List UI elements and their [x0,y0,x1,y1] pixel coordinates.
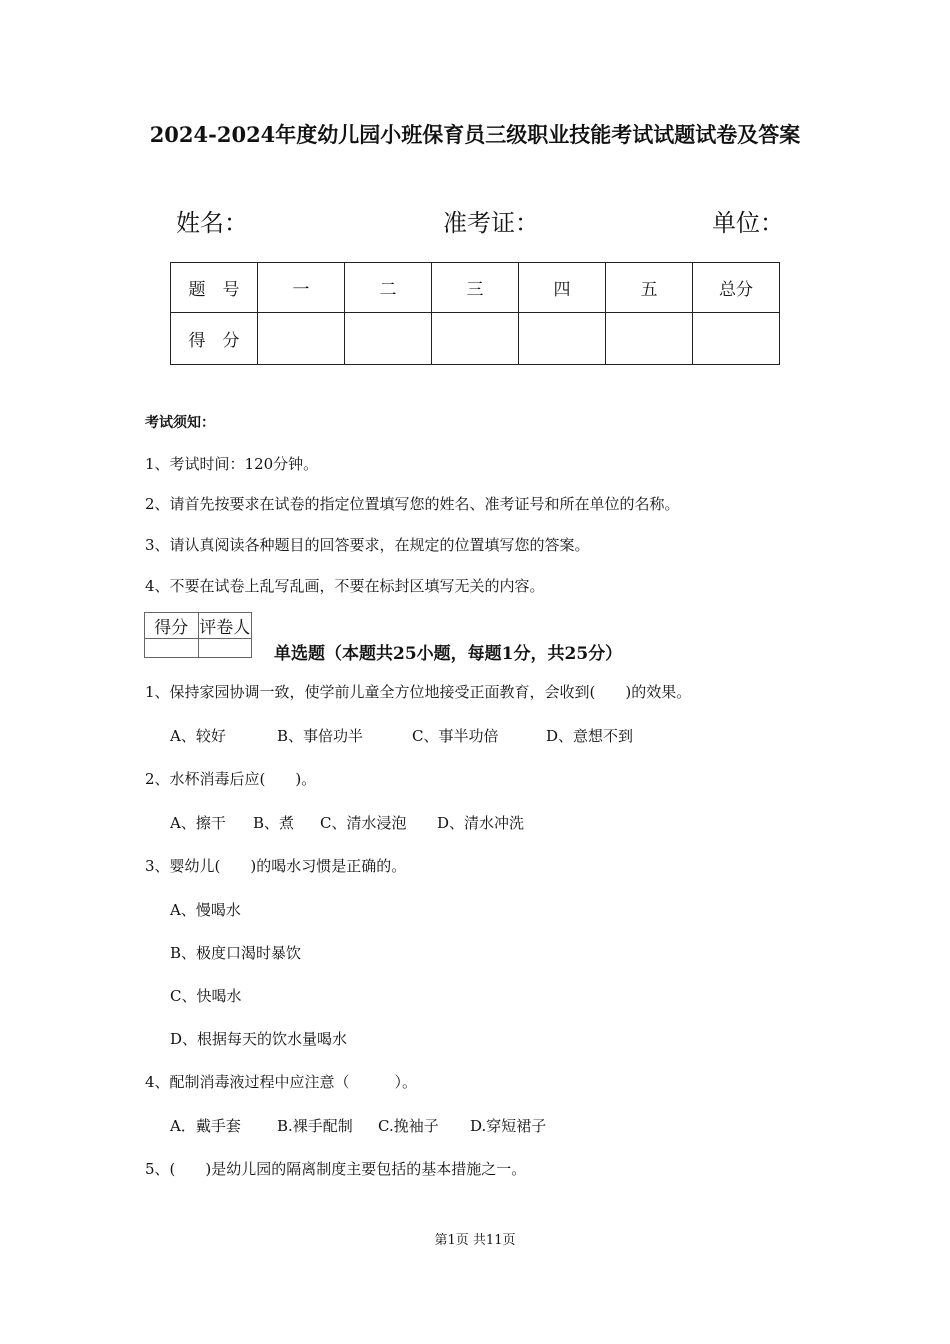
score-cell-4[interactable] [519,313,606,365]
notice-heading: 考试须知： [145,415,215,431]
score-col-5: 五 [606,263,693,313]
option-d[interactable]: D、意想不到 [546,727,634,745]
score-table [170,262,780,365]
notice-item: 1、考试时间：120分钟。 [145,455,319,473]
score-col-1: 一 [258,263,345,313]
grader-table [144,612,252,658]
question-stem: 3、婴幼儿( )的喝水习惯是正确的。 [145,857,407,875]
page-footer: 第1页 共11页 [434,1233,516,1248]
option-b[interactable]: B、煮 [253,814,295,832]
score-col-3: 三 [432,263,519,313]
question-stem: 2、水杯消毒后应( )。 [145,770,317,788]
option-c[interactable]: C、快喝水 [170,987,242,1005]
option-c[interactable]: C、事半功倍 [412,727,499,745]
score-cell-5[interactable] [606,313,693,365]
grader-name-label: 评卷人 [198,613,252,639]
option-a[interactable]: A、擦干 [170,814,226,832]
option-a[interactable]: A、较好 [170,727,226,745]
section-title: 单选题（本题共25小题，每题1分，共25分） [274,644,623,664]
score-cell-3[interactable] [432,313,519,365]
grader-score-cell[interactable] [145,639,199,658]
option-b[interactable]: B、事倍功半 [277,727,364,745]
grader-score-label: 得分 [145,613,199,639]
score-label: 得 分 [171,313,258,365]
option-b[interactable]: B.裸手配制 [277,1117,353,1135]
name-field-label: 姓名： [176,209,248,237]
question-stem: 1、保持家园协调一致，使学前儿童全方位地接受正面教育，会收到( )的效果。 [145,683,692,701]
option-c[interactable]: C、清水浸泡 [320,814,407,832]
unit-field-label: 单位： [712,209,784,237]
option-a[interactable]: A、慢喝水 [170,901,241,919]
option-d[interactable]: D、清水冲洗 [437,814,525,832]
notice-item: 2、请首先按要求在试卷的指定位置填写您的姓名、准考证号和所在单位的名称。 [145,495,680,513]
score-cell-2[interactable] [345,313,432,365]
score-col-4: 四 [519,263,606,313]
score-cell-1[interactable] [258,313,345,365]
notice-item: 4、不要在试卷上乱写乱画，不要在标封区填写无关的内容。 [145,577,545,595]
option-d[interactable]: D、根据每天的饮水量喝水 [170,1030,348,1048]
score-col-2: 二 [345,263,432,313]
exam-id-field-label: 准考证： [443,209,539,237]
option-c[interactable]: C.挽袖子 [378,1117,439,1135]
score-col-total: 总分 [693,263,780,313]
option-d[interactable]: D.穿短裙子 [470,1117,547,1135]
document-title: 2024-2024年度幼儿园小班保育员三级职业技能考试试题试卷及答案 [149,122,801,147]
grader-name-cell[interactable] [198,639,252,658]
question-stem: 5、( )是幼儿园的隔离制度主要包括的基本措施之一。 [145,1160,527,1178]
question-number-label: 题 号 [171,263,258,313]
score-cell-total[interactable] [693,313,780,365]
option-b[interactable]: B、极度口渴时暴饮 [170,944,302,962]
score-table-header-row [171,263,780,313]
score-table-score-row [171,313,780,365]
option-a[interactable]: A．戴手套 [170,1117,241,1135]
notice-item: 3、请认真阅读各种题目的回答要求，在规定的位置填写您的答案。 [145,536,590,554]
question-stem: 4、配制消毒液过程中应注意（ ）。 [145,1073,418,1091]
